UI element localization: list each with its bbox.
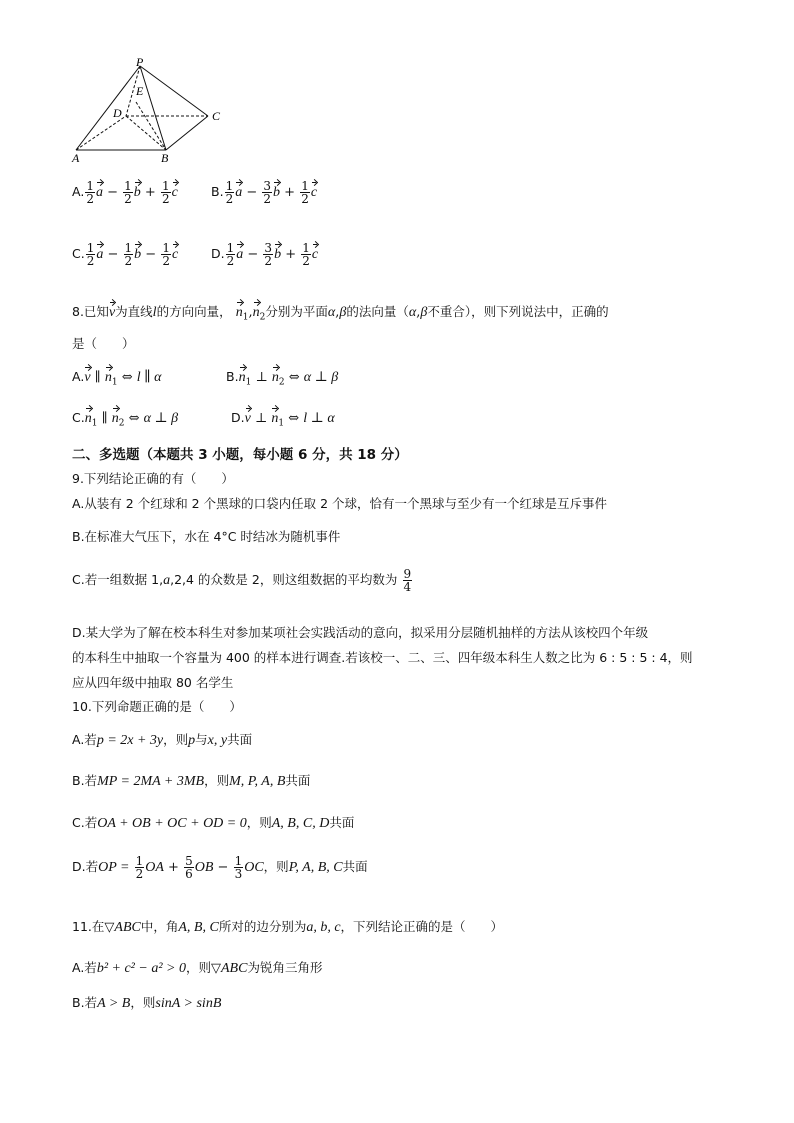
figure-label-a: A <box>72 151 80 165</box>
q7-option-letter: D. <box>211 246 225 261</box>
q10-d-lhs: OP = <box>98 860 130 875</box>
q8-stem-b: 为直线 <box>115 304 153 319</box>
figure-label-p: P <box>136 58 144 69</box>
q7-term-sign: + <box>280 185 300 200</box>
q10-d-end: 共面 <box>342 859 368 874</box>
q7-option-letter: A. <box>72 184 85 199</box>
q8-stem: 8.已知v为直线l的方向向量， $n_1,n_2$分别为平面α,β的法向量（α,β不重合），则下列说法中，正确的 <box>72 304 609 323</box>
q8-d-iff: ⇔ <box>288 411 300 426</box>
q7-term-vector: b <box>133 185 141 200</box>
q10-a-expr: p = 2x + 3y <box>96 733 164 748</box>
q8-alpha-2: α <box>408 305 417 320</box>
q8-var-n2: n <box>252 305 260 320</box>
q7-term-sign: − <box>243 247 263 262</box>
q8-a-letter: A. <box>72 369 85 384</box>
q8-b-n2: n <box>271 370 279 385</box>
q8-sep: , <box>248 305 253 320</box>
q8-stem-c: 的方向向量， <box>156 304 232 319</box>
q10-b-pts: M, P, A, B <box>229 774 286 789</box>
q7-term-sign: − <box>102 185 123 200</box>
q7-term-fraction: $\frac{1}{2}$ <box>86 179 94 206</box>
q10-option-b[interactable] <box>72 771 310 790</box>
q8-b-iff: ⇔ <box>288 370 300 385</box>
q8-d-rel: ⊥ <box>254 411 268 426</box>
figure-label-b: B <box>161 151 169 165</box>
q8-b-rhs: α ⊥ β <box>303 370 339 385</box>
q8-var-l: l <box>152 305 157 320</box>
q10-option-c[interactable] <box>72 813 354 832</box>
q8-a-n1: n <box>104 370 112 385</box>
q11-b-pre: B.若 <box>72 995 98 1010</box>
q11-b-end: sinA > sinB <box>155 996 222 1011</box>
q11-a-expr: b² + c² − a² > 0 <box>96 961 186 976</box>
q10-a-end: 共面 <box>227 732 253 747</box>
triangle-symbol-2: ▽ <box>210 961 221 976</box>
q11-stem <box>72 917 503 936</box>
q9-c-frac <box>403 568 413 593</box>
q8-a-v: v <box>84 370 91 385</box>
q8-stem-line2: 是（ ） <box>72 336 135 351</box>
q7-term-sign: + <box>281 247 301 262</box>
q9-c-den: 4 <box>403 580 412 594</box>
q7-option-c[interactable] <box>72 242 178 267</box>
q9-option-d-line3: 应从四年级中抽取 80 名学生 <box>72 675 234 690</box>
q8-c-rhs: α ⊥ β <box>143 411 179 426</box>
q11-stem-end: ，下列结论正确的是（ ） <box>340 919 504 934</box>
q7-option-d[interactable] <box>211 242 318 267</box>
q7-term-sign: − <box>242 185 262 200</box>
q7-term-fraction: $\frac{1}{2}$ <box>161 179 170 206</box>
q7-term-fraction: $\frac{1}{2}$ <box>225 179 234 206</box>
figure-label-e: E <box>136 84 144 98</box>
q11-tri: ABC <box>114 920 141 935</box>
q8-c-iff: ⇔ <box>128 411 140 426</box>
q10-c-pre: C.若 <box>72 815 98 830</box>
q9-option-d-line1[interactable]: D.某大学为了解在校本科生对参加某项社会实践活动的意向，拟采用分层随机抽样的方法从该校四个年级 <box>72 625 649 640</box>
q11-a-post: ，则 <box>185 960 211 975</box>
q10-a-tail: 与 <box>195 732 208 747</box>
q11-option-b[interactable] <box>72 993 221 1012</box>
q9-option-c[interactable] <box>72 568 413 593</box>
q10-d-v3: OC <box>244 860 264 875</box>
q11-b-post: ，则 <box>130 995 156 1010</box>
q8-c-n1: n <box>84 411 92 426</box>
q9-c-num: 9 <box>403 567 412 581</box>
q10-d-f3d: 3 <box>234 867 243 881</box>
q8-beta-2: β <box>420 305 428 320</box>
q8-stem-d: 分别为平面 <box>265 304 328 319</box>
q7-term-fraction: $\frac{1}{2}$ <box>301 179 309 206</box>
q7-term-vector: c <box>171 185 178 200</box>
q10-d-f1d: 2 <box>135 867 144 881</box>
q10-d-frac2 <box>184 855 194 880</box>
q7-term-sign: − <box>103 247 123 262</box>
q7-term-sign: − <box>141 247 161 262</box>
q9-c-a: a <box>163 573 171 588</box>
q8-d-v: v <box>244 411 251 426</box>
q10-c-post: ，则 <box>246 815 272 830</box>
q10-b-pre: B.若 <box>72 773 98 788</box>
q10-d-f2n: 5 <box>185 854 193 868</box>
q8-b-rel: ⊥ <box>255 370 268 385</box>
q11-option-a[interactable] <box>72 958 322 977</box>
q7-term-vector: a <box>95 185 103 200</box>
q9-option-a[interactable]: A.从装有 2 个红球和 2 个黑球的口袋内任取 2 个球，恰有一个黑球与至少有一个红球是互斥事件 <box>72 496 608 511</box>
q9-option-d-line2: 的本科生中抽取一个容量为 400 的样本进行调查.若该校一、二、三、四年级本科生人数之比为 6 : 5 : 5 : 4，则 <box>72 650 693 665</box>
q11-b-expr: A > B <box>97 996 131 1011</box>
q8-d-n1: n <box>271 411 279 426</box>
q10-d-pre: D.若 <box>72 859 99 874</box>
q8-option-d[interactable]: D.v ⊥ $n_1$ ⇔ l ⊥ α <box>231 410 335 429</box>
q7-term-fraction: $\frac{1}{2}$ <box>162 241 170 268</box>
q10-d-f2d: 6 <box>185 867 193 881</box>
figure-label-d: D <box>113 106 122 120</box>
q8-b-n1: n <box>238 370 246 385</box>
q10-b-expr: MP = 2MA + 3MB <box>97 774 205 789</box>
q11-sides: a, b, c <box>306 920 341 935</box>
q8-option-a[interactable]: A.v ∥ $n_1$ ⇔ l ∥ α <box>72 369 162 388</box>
q10-c-pts: A, B, C, D <box>271 816 330 831</box>
q7-term-fraction: $\frac{3}{2}$ <box>263 179 272 206</box>
q8-c-n2: n <box>111 411 119 426</box>
q10-d-pts: P, A, B, C <box>288 860 343 875</box>
q7-term-vector: c <box>171 247 179 262</box>
q7-term-vector: a <box>96 247 104 262</box>
q10-c-end: 共面 <box>329 815 355 830</box>
q10-option-d[interactable]: D.若OP = $\frac{1}{2}$ OA + $\frac{5}{6}$ OB − $\frac{1}{3}$ OC，则P, A, B, C共面 <box>72 854 368 881</box>
q10-c-expr: OA + OB + OC + OD = 0 <box>97 816 247 831</box>
q7-term-sign: + <box>140 185 160 200</box>
q7-term-fraction: $\frac{1}{2}$ <box>86 241 95 268</box>
q7-term-vector: c <box>311 247 319 262</box>
q7-option-letter: B. <box>211 184 224 199</box>
q7-term-vector: b <box>134 247 142 262</box>
q7-term-fraction: $\frac{3}{2}$ <box>264 241 273 268</box>
q9-stem: 9.下列结论正确的有（ ） <box>72 471 234 486</box>
q11-stem-pre: 11.在 <box>72 919 105 934</box>
q7-term-vector: a <box>235 185 243 200</box>
q8-stem-e: 的法向量（ <box>346 304 409 319</box>
q8-option-b[interactable]: $B.n_1$ ⊥ $n_2$ ⇔ α ⊥ β <box>226 369 339 388</box>
q8-option-c[interactable]: $C.n_1$ ∥ $n_2$ ⇔ α ⊥ β <box>72 410 179 429</box>
triangle-symbol: ▽ <box>104 920 115 935</box>
q7-option-a[interactable] <box>72 180 178 205</box>
q11-a-pre: A.若 <box>72 960 97 975</box>
q8-a-rhs: l ∥ α <box>136 370 162 385</box>
q8-a-iff: ⇔ <box>121 370 133 385</box>
q11-stem-mid: 中，角 <box>140 919 179 934</box>
q7-term-fraction: $\frac{1}{2}$ <box>302 241 310 268</box>
figure-label-c: C <box>212 109 221 123</box>
q7-term-fraction: $\frac{1}{2}$ <box>124 179 132 206</box>
q10-b-post: ，则 <box>204 773 230 788</box>
q11-a-tri: ABC <box>220 961 248 976</box>
q9-option-b[interactable]: B.在标准大气压下，水在 4°C 时结冰为随机事件 <box>72 529 341 544</box>
q8-b-letter: B. <box>226 369 239 384</box>
q10-d-f1n: 1 <box>135 854 144 868</box>
q8-c-letter: C. <box>72 410 85 425</box>
q10-d-v2: OB <box>194 860 214 875</box>
q8-beta: β <box>339 305 347 320</box>
q7-term-vector: b <box>273 185 281 200</box>
q11-angles: A, B, C <box>178 920 219 935</box>
q8-alpha: α <box>327 305 336 320</box>
q11-a-end: 为锐角三角形 <box>247 960 323 975</box>
q8-c-rel: ∥ <box>101 411 108 426</box>
q8-d-rhs: l ⊥ α <box>303 411 335 426</box>
q7-term-fraction: $\frac{1}{2}$ <box>124 241 133 268</box>
q8-stem-a: 8.已知 <box>72 304 109 319</box>
q10-a-post: ，则 <box>163 732 189 747</box>
q8-var-v: v <box>108 305 116 320</box>
q10-d-frac1 <box>135 855 145 880</box>
q7-term-fraction: $\frac{1}{2}$ <box>226 241 235 268</box>
q10-d-v1: OA <box>145 860 164 875</box>
q10-option-a[interactable]: A.若p = 2x + 3y，则p与x, y共面 <box>72 732 253 748</box>
q10-stem: 10.下列命题正确的是（ ） <box>72 699 242 714</box>
q7-term-vector: a <box>236 247 244 262</box>
q7-option-b[interactable] <box>211 180 317 205</box>
q10-a-pre: A.若 <box>72 732 97 747</box>
q10-d-frac3 <box>234 855 244 880</box>
q8-d-letter: D. <box>231 410 245 425</box>
q10-b-end: 共面 <box>285 773 311 788</box>
q10-d-post: ，则 <box>263 859 289 874</box>
pyramid-figure <box>68 58 238 168</box>
q8-a-rel: ∥ <box>94 370 101 385</box>
q7-option-letter: C. <box>72 246 85 261</box>
q7-term-vector: b <box>274 247 282 262</box>
q10-d-f3n: 1 <box>234 854 243 868</box>
q9-c-mid: ,2,4 的众数是 2，则这组数据的平均数为 <box>170 572 398 587</box>
q7-term-vector: c <box>310 185 318 200</box>
q9-c-pre: C.若一组数据 1, <box>72 572 164 587</box>
q11-stem-mid2: 所对的边分别为 <box>218 919 307 934</box>
q8-var-n1: n <box>235 305 243 320</box>
q8-stem-f: 不重合），则下列说法中，正确的 <box>427 304 609 319</box>
section2-title: 二、多选题（本题共 3 小题，每小题 6 分，共 18 分） <box>72 447 408 463</box>
